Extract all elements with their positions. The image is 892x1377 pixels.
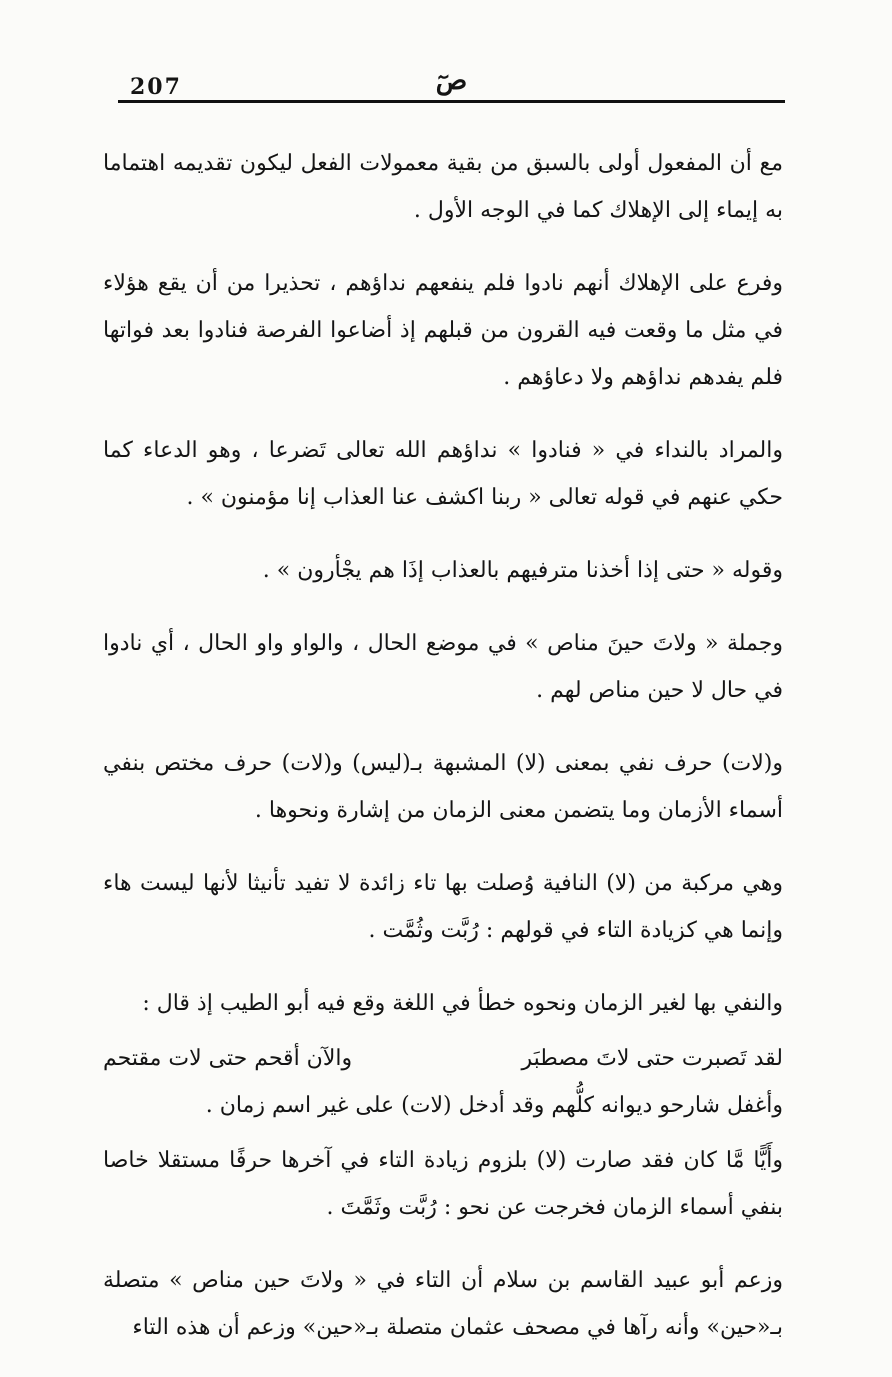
paragraph: وهي مركبة من (لا) النافية وُصلت بها تاء زائدة لا تفيد تأنيثا لأنها ليست هاء وإنما هي كزيادة التاء في قولهم : رُبَّت وثُمَّت . [103,871,783,943]
verse-first-hemistich: لقد تَصبرت حتى لاتَ مصطبَر [521,1046,783,1071]
paragraph: وجملة « ولاتَ حينَ مناص » في موضع الحال ، والواو واو الحال ، أي نادوا في حال لا حين مناص لهم . [103,631,783,703]
header-rule [118,100,785,103]
paragraph: والنفي بها لغير الزمان ونحوه خطأ في اللغة وقع فيه أبو الطيب إذ قال : [142,991,783,1016]
paragraph: والمراد بالنداء في « فنادوا » نداؤهم الله تعالى تَضرعا ، وهو الدعاء كما حكي عنهم في قوله تعالى « ربنا اكشف عنا العذاب إنا مؤمنون » . [103,438,783,510]
paragraph: وفرع على الإهلاك أنهم نادوا فلم ينفعهم نداؤهم ، تحذيرا من أن يقع هؤلاء في مثل ما وقعت فيه القرون من قبلهم إذ أضاعوا الفرصة فنادوا بعد فواتها فلم يفدهم نداؤهم ولا دعاؤهم . [103,271,783,390]
paragraph: وأغفل شارحو ديوانه كلُّهم وقد أدخل (لات) على غير اسم زمان . [205,1093,783,1118]
paragraph: وقوله « حتى إذا أخذنا مترفيهم بالعذاب إذَا هم يجْأرون » . [262,558,783,583]
page-header [118,60,785,104]
paragraph: و(لات) حرف نفي بمعنى (لا) المشبهة بـ(ليس) و(لات) حرف مختص بنفي أسماء الأزمان وما يتضمن معنى الزمان من إشارة ونحوها . [103,751,783,823]
page-body [103,140,783,1377]
page-number: 207 [130,74,182,100]
paragraph: وزعم أبو عبيد القاسم بن سلام أن التاء في « ولاتَ حين مناص » متصلة بـ«حين» وأنه رآها في مصحف عثمان متصلة بـ«حين» وزعم أن هذه التاء [103,1268,783,1340]
poetry-verse [103,1035,783,1082]
paragraph: مع أن المفعول أولى بالسبق من بقية معمولات الفعل ليكون تقديمه اهتماما به إيماء إلى الإهلاك كما في الوجه الأول . [103,151,783,223]
paragraph: وأَيًّا مَّا كان فقد صارت (لا) بلزوم زيادة التاء في آخرها حرفًا مستقلا خاصا بنفي أسماء الزمان فخرجت عن نحو : رُبَّت وثَمَّتَ . [103,1148,783,1220]
verse-second-hemistich: والآن أقحم حتى لات مقتحم [103,1046,353,1071]
running-head: صٓ [435,66,468,96]
